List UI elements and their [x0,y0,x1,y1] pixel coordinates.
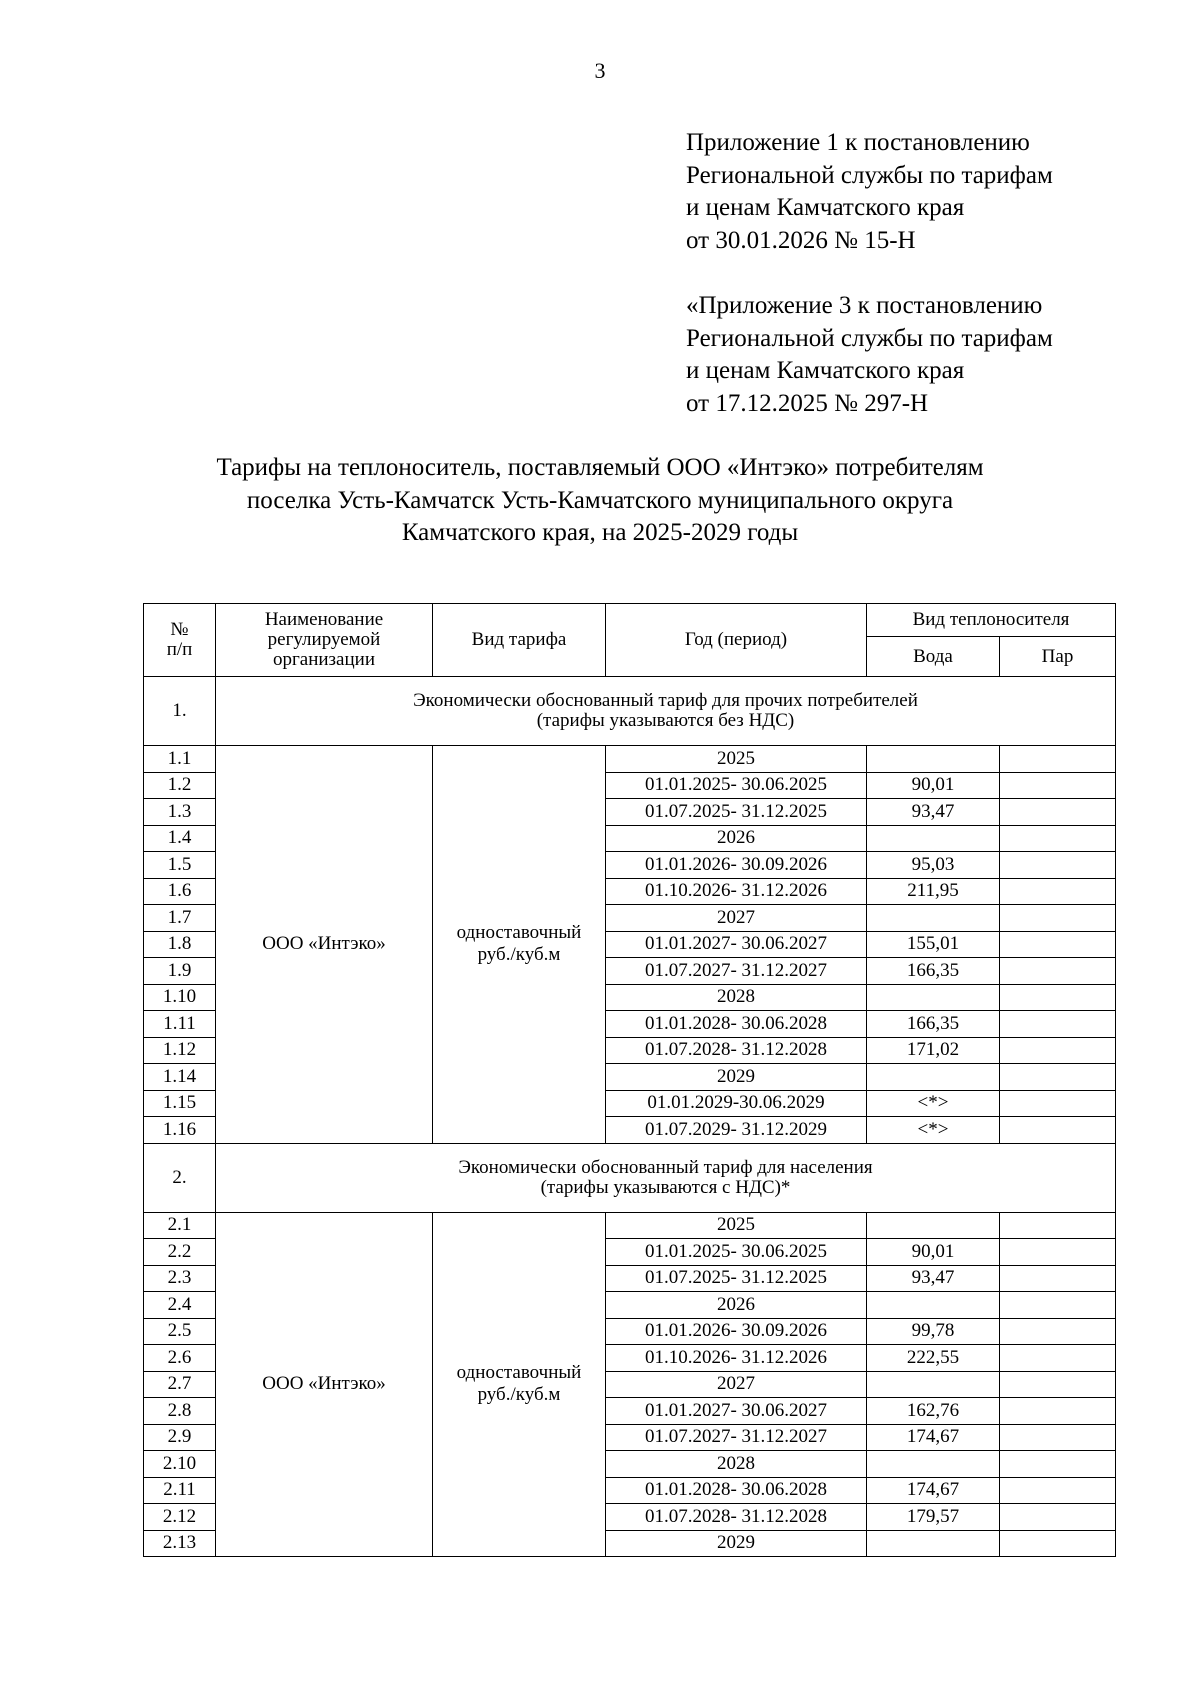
section-header-row [144,1143,1116,1212]
row-number: 1.14 [144,1064,216,1091]
water-tariff-cell: 93,47 [867,1265,1000,1292]
section-number: 2. [144,1143,216,1212]
row-number: 1.11 [144,1011,216,1038]
row-number: 1.4 [144,825,216,852]
period-cell: 01.07.2027- 31.12.2027 [606,1424,867,1451]
steam-tariff-cell [1000,1424,1116,1451]
water-tariff-cell [867,984,1000,1011]
steam-tariff-cell [1000,1318,1116,1345]
row-number: 1.7 [144,905,216,932]
header-org-line: регулируемой [267,629,381,650]
steam-tariff-cell [1000,931,1116,958]
document-title [0,452,1200,550]
water-tariff-cell [867,1451,1000,1478]
organization-name: ООО «Интэко» [216,1212,433,1557]
section-title-line: Экономически обоснованный тариф для прочих потребителей [413,690,918,711]
water-tariff-cell [867,1212,1000,1239]
period-cell: 01.10.2026- 31.12.2026 [606,1345,867,1372]
section-title-line: Экономически обоснованный тариф для населения [458,1156,873,1178]
tariff-type [433,746,606,1144]
period-cell: 01.01.2025- 30.06.2025 [606,772,867,799]
period-cell: 2028 [606,984,867,1011]
period-cell: 01.07.2025- 31.12.2025 [606,1265,867,1292]
water-tariff-cell: <*> [867,1090,1000,1117]
steam-tariff-cell [1000,1477,1116,1504]
period-cell: 2025 [606,746,867,773]
row-number: 1.8 [144,931,216,958]
row-number: 1.10 [144,984,216,1011]
period-cell: 2026 [606,1292,867,1319]
header-period: Год (период) [606,604,867,677]
steam-tariff-cell [1000,1530,1116,1557]
water-tariff-cell [867,1530,1000,1557]
section-title [216,1143,1116,1212]
steam-tariff-cell [1000,746,1116,773]
steam-tariff-cell [1000,1212,1116,1239]
tariff-type-line: руб./куб.м [477,944,561,966]
annex-3-header [686,290,1053,420]
row-number: 2.8 [144,1398,216,1425]
steam-tariff-cell [1000,1117,1116,1144]
row-number: 2.2 [144,1239,216,1266]
steam-tariff-cell [1000,984,1116,1011]
steam-tariff-cell [1000,799,1116,826]
row-number: 1.9 [144,958,216,985]
period-cell: 2029 [606,1064,867,1091]
period-cell: 01.07.2028- 31.12.2028 [606,1037,867,1064]
water-tariff-cell: 90,01 [867,772,1000,799]
period-cell: 2027 [606,905,867,932]
period-cell: 01.01.2027- 30.06.2027 [606,1398,867,1425]
page-number: 3 [594,58,606,83]
header-org-line: организации [272,649,375,670]
tariff-type-line: одноставочный [456,1362,582,1384]
water-tariff-cell: 162,76 [867,1398,1000,1425]
header-carrier: Вид теплоносителя [867,604,1116,637]
period-cell: 2027 [606,1371,867,1398]
organization-name: ООО «Интэко» [216,746,433,1144]
steam-tariff-cell [1000,1398,1116,1425]
row-number: 1.5 [144,852,216,879]
row-number: 2.1 [144,1212,216,1239]
water-tariff-cell: 222,55 [867,1345,1000,1372]
row-number: 1.6 [144,878,216,905]
header-tariff-type: Вид тарифа [433,604,606,677]
annex-1-line: Приложение 1 к постановлению [686,129,1030,156]
steam-tariff-cell [1000,1371,1116,1398]
steam-tariff-cell [1000,878,1116,905]
table-row [144,746,1116,773]
water-tariff-cell: 179,57 [867,1504,1000,1531]
water-tariff-cell: 211,95 [867,878,1000,905]
period-cell: 01.01.2027- 30.06.2027 [606,931,867,958]
period-cell: 01.10.2026- 31.12.2026 [606,878,867,905]
tariff-type-line: одноставочный [456,922,582,944]
steam-tariff-cell [1000,825,1116,852]
annex-3-line: от 17.12.2025 № 297-Н [686,389,929,417]
section-title-line: (тарифы указываются без НДС) [536,710,795,731]
water-tariff-cell: 95,03 [867,852,1000,879]
row-number: 2.6 [144,1345,216,1372]
steam-tariff-cell [1000,1451,1116,1478]
row-number: 2.10 [144,1451,216,1478]
row-number: 2.5 [144,1318,216,1345]
water-tariff-cell [867,825,1000,852]
steam-tariff-cell [1000,1011,1116,1038]
annex-3-line: и ценам Камчатского края [686,357,965,384]
period-cell: 01.01.2025- 30.06.2025 [606,1239,867,1266]
steam-tariff-cell [1000,1037,1116,1064]
water-tariff-cell [867,746,1000,773]
title-line: Камчатского края, на 2025-2029 годы [401,519,799,546]
period-cell: 01.07.2028- 31.12.2028 [606,1504,867,1531]
water-tariff-cell: 171,02 [867,1037,1000,1064]
row-number: 1.16 [144,1117,216,1144]
row-number: 2.7 [144,1371,216,1398]
period-cell: 01.07.2027- 31.12.2027 [606,958,867,985]
period-cell: 01.01.2029-30.06.2029 [606,1090,867,1117]
table-row [144,1212,1116,1239]
water-tariff-cell: 166,35 [867,958,1000,985]
water-tariff-cell: 166,35 [867,1011,1000,1038]
annex-1-line: и ценам Камчатского края [686,194,965,221]
title-line: Тарифы на теплоноситель, поставляемый ООО «Интэко» потребителям [216,454,984,481]
water-tariff-cell [867,1292,1000,1319]
row-number: 2.12 [144,1504,216,1531]
header-num-line: п/п [166,639,193,660]
period-cell: 01.07.2029- 31.12.2029 [606,1117,867,1144]
water-tariff-cell: 174,67 [867,1424,1000,1451]
water-tariff-cell: <*> [867,1117,1000,1144]
annex-1-header [686,127,1053,257]
tariff-type [433,1212,606,1557]
water-tariff-cell: 174,67 [867,1477,1000,1504]
steam-tariff-cell [1000,1064,1116,1091]
row-number: 1.3 [144,799,216,826]
row-number: 2.3 [144,1265,216,1292]
steam-tariff-cell [1000,1292,1116,1319]
row-number: 1.15 [144,1090,216,1117]
period-cell: 2025 [606,1212,867,1239]
row-number: 2.4 [144,1292,216,1319]
header-org-line: Наименование [264,609,384,630]
water-tariff-cell: 93,47 [867,799,1000,826]
annex-3-line: Региональной службы по тарифам [686,324,1053,352]
water-tariff-cell [867,1371,1000,1398]
period-cell: 01.01.2028- 30.06.2028 [606,1477,867,1504]
water-tariff-cell [867,905,1000,932]
row-number: 1.1 [144,746,216,773]
row-number: 2.11 [144,1477,216,1504]
section-title-line: (тарифы указываются с НДС)* [540,1176,791,1198]
steam-tariff-cell [1000,1090,1116,1117]
annex-1-line: от 30.01.2026 № 15-Н [686,226,916,254]
water-tariff-cell: 99,78 [867,1318,1000,1345]
section-title [216,677,1116,746]
period-cell: 01.01.2028- 30.06.2028 [606,1011,867,1038]
steam-tariff-cell [1000,1345,1116,1372]
tariff-table [143,603,1116,1557]
row-number: 2.9 [144,1424,216,1451]
header-water: Вода [867,637,1000,677]
header-num-line: № [170,619,189,640]
steam-tariff-cell [1000,772,1116,799]
period-cell: 2028 [606,1451,867,1478]
row-number: 1.2 [144,772,216,799]
steam-tariff-cell [1000,1239,1116,1266]
steam-tariff-cell [1000,852,1116,879]
period-cell: 2026 [606,825,867,852]
row-number: 2.13 [144,1530,216,1557]
period-cell: 01.01.2026- 30.09.2026 [606,852,867,879]
tariff-type-line: руб./куб.м [477,1384,561,1406]
steam-tariff-cell [1000,905,1116,932]
header-num [144,604,216,677]
water-tariff-cell: 155,01 [867,931,1000,958]
steam-tariff-cell [1000,1265,1116,1292]
water-tariff-cell: 90,01 [867,1239,1000,1266]
section-header-row [144,677,1116,746]
steam-tariff-cell [1000,1504,1116,1531]
header-steam: Пар [1000,637,1116,677]
title-line: поселка Усть-Камчатск Усть-Камчатского муниципального округа [246,486,954,514]
steam-tariff-cell [1000,958,1116,985]
period-cell: 01.07.2025- 31.12.2025 [606,799,867,826]
header-organization [216,604,433,677]
period-cell: 2029 [606,1530,867,1557]
water-tariff-cell [867,1064,1000,1091]
annex-3-line: «Приложение 3 к постановлению [686,292,1043,319]
period-cell: 01.01.2026- 30.09.2026 [606,1318,867,1345]
section-number: 1. [144,677,216,746]
row-number: 1.12 [144,1037,216,1064]
annex-1-line: Региональной службы по тарифам [686,161,1053,189]
